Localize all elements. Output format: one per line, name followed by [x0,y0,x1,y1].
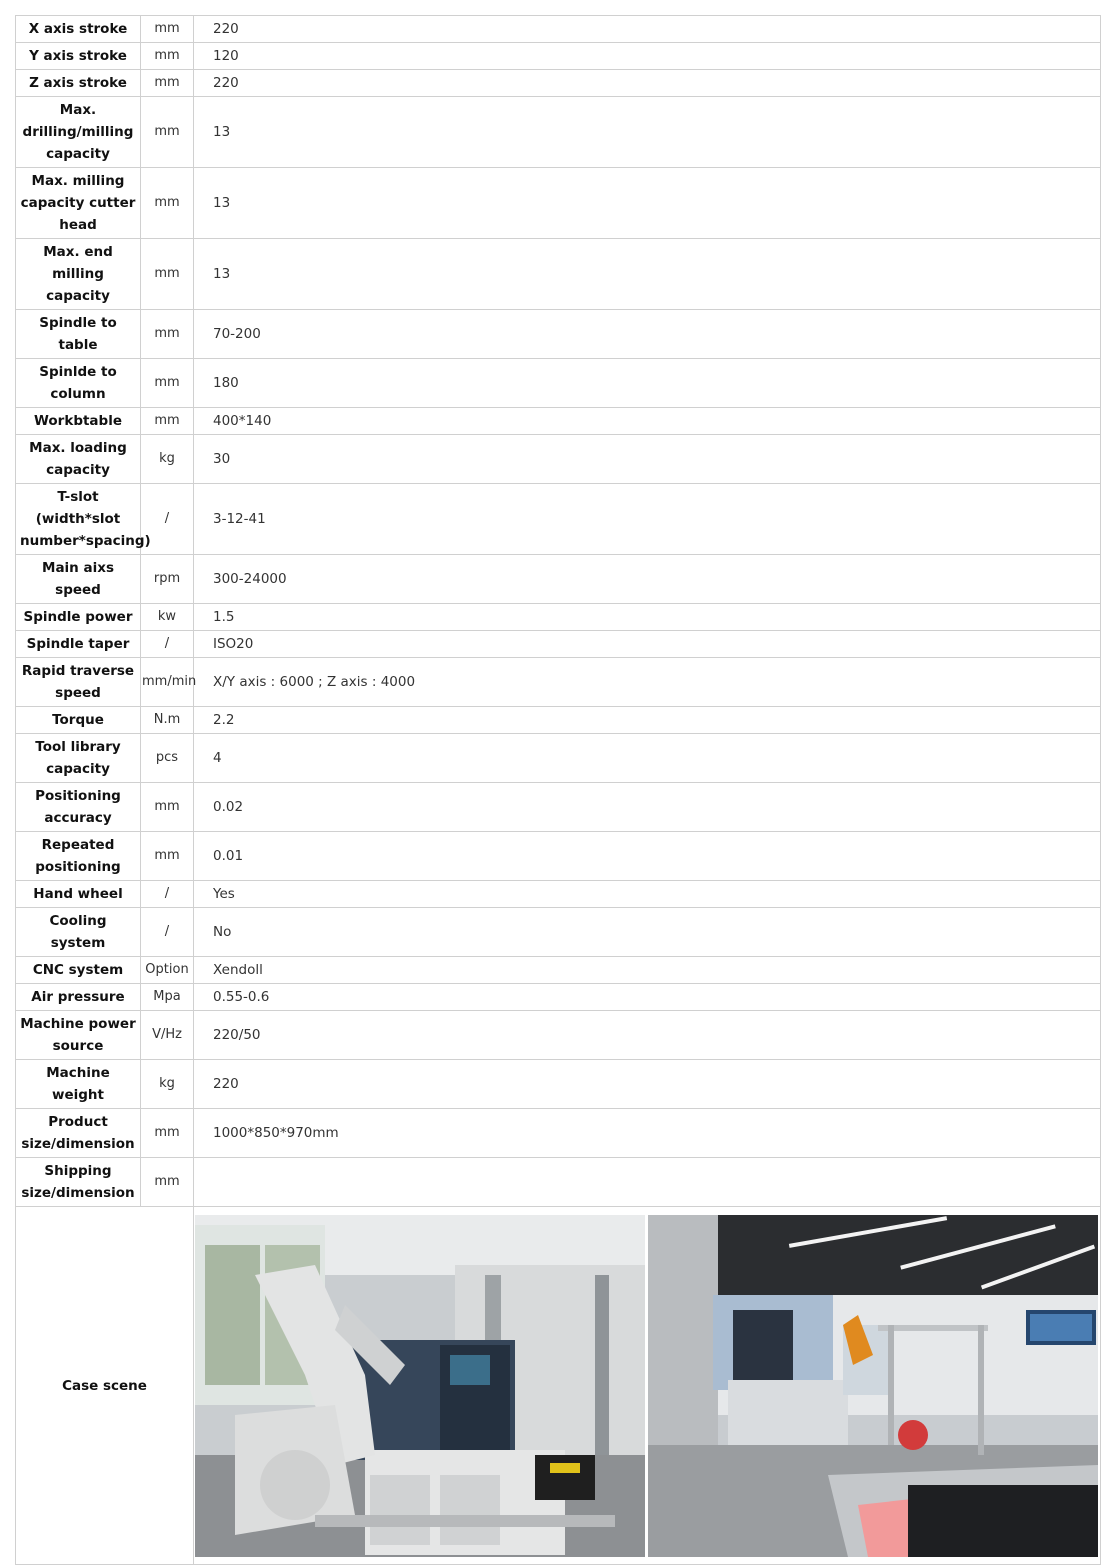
spec-row [16,832,1101,881]
spec-row [16,783,1101,832]
spec-row [16,1060,1101,1109]
spec-row [16,43,1101,70]
spec-unit: V/Hz [141,1011,194,1060]
spec-value: 30 [194,435,1101,484]
spec-unit: mm [141,43,194,70]
spec-value: 2.2 [194,707,1101,734]
spec-table-body [16,16,1101,1565]
spec-row [16,908,1101,957]
spec-unit: N.m [141,707,194,734]
spec-unit: / [141,484,194,555]
spec-param: Torque [16,707,141,734]
spec-unit: pcs [141,734,194,783]
spec-value: 1000*850*970mm [194,1109,1101,1158]
spec-value: 220/50 [194,1011,1101,1060]
spec-unit: Mpa [141,984,194,1011]
spec-row [16,658,1101,707]
spec-param: Main aixs speed [16,555,141,604]
spec-param: Workbtable [16,408,141,435]
spec-unit: mm [141,1109,194,1158]
spec-value: 220 [194,1060,1101,1109]
spec-unit: mm [141,408,194,435]
spec-unit: mm [141,97,194,168]
spec-row [16,408,1101,435]
spec-param: Tool library capacity [16,734,141,783]
spec-value: 3-12-41 [194,484,1101,555]
spec-unit: rpm [141,555,194,604]
spec-table [15,15,1101,1565]
spec-value: 1.5 [194,604,1101,631]
spec-param: CNC system [16,957,141,984]
spec-param: Max. drilling/milling capacity [16,97,141,168]
spec-row [16,435,1101,484]
spec-param: Positioning accuracy [16,783,141,832]
spec-value: 220 [194,16,1101,43]
spec-unit: / [141,908,194,957]
spec-param: Spindle taper [16,631,141,658]
spec-param: Air pressure [16,984,141,1011]
spec-value: X/Y axis : 6000 ; Z axis : 4000 [194,658,1101,707]
spec-row [16,70,1101,97]
spec-param: Repeated positioning [16,832,141,881]
spec-param: Cooling system [16,908,141,957]
spec-row [16,1109,1101,1158]
spec-row [16,168,1101,239]
spec-value: 0.01 [194,832,1101,881]
spec-param: Y axis stroke [16,43,141,70]
spec-unit: mm [141,1158,194,1207]
spec-param: Max. end milling capacity [16,239,141,310]
spec-row [16,1011,1101,1060]
case-scene-photos [194,1207,1101,1565]
spec-param: Hand wheel [16,881,141,908]
cnc-machine-lab-photo [648,1215,1098,1557]
spec-param: Machine weight [16,1060,141,1109]
spec-row [16,707,1101,734]
spec-row [16,359,1101,408]
spec-value: 13 [194,168,1101,239]
spec-unit: / [141,881,194,908]
spec-unit: mm [141,168,194,239]
spec-value: Xendoll [194,957,1101,984]
spec-unit: kw [141,604,194,631]
spec-unit: mm [141,16,194,43]
industrial-robot-cnc-photo [195,1215,645,1557]
spec-unit: mm [141,832,194,881]
spec-value: 13 [194,239,1101,310]
spec-row [16,957,1101,984]
spec-param: Spindle power [16,604,141,631]
spec-value: 300-24000 [194,555,1101,604]
spec-row [16,734,1101,783]
spec-unit: kg [141,1060,194,1109]
spec-value: 4 [194,734,1101,783]
spec-row [16,1158,1101,1207]
case-scene-label: Case scene [16,1207,194,1565]
spec-unit: mm [141,783,194,832]
spec-value: 400*140 [194,408,1101,435]
spec-value: 13 [194,97,1101,168]
spec-unit: / [141,631,194,658]
spec-value: 0.02 [194,783,1101,832]
spec-row [16,239,1101,310]
spec-param: X axis stroke [16,16,141,43]
spec-value: 220 [194,70,1101,97]
spec-unit: mm [141,310,194,359]
spec-param: T-slot (width*slot number*spacing) [16,484,141,555]
case-scene-row [16,1207,1101,1565]
spec-param: Product size/dimension [16,1109,141,1158]
spec-value: 70-200 [194,310,1101,359]
spec-unit: mm [141,359,194,408]
spec-param: Rapid traverse speed [16,658,141,707]
spec-row [16,16,1101,43]
spec-value: 180 [194,359,1101,408]
spec-value: No [194,908,1101,957]
spec-param: Z axis stroke [16,70,141,97]
spec-param: Spindle to table [16,310,141,359]
spec-value: 120 [194,43,1101,70]
spec-param: Shipping size/dimension [16,1158,141,1207]
spec-row [16,555,1101,604]
spec-value: ISO20 [194,631,1101,658]
spec-row [16,484,1101,555]
spec-unit: mm/min [141,658,194,707]
spec-param: Machine power source [16,1011,141,1060]
spec-unit: kg [141,435,194,484]
spec-row [16,881,1101,908]
spec-row [16,97,1101,168]
spec-unit: mm [141,239,194,310]
spec-unit: Option [141,957,194,984]
spec-param: Spinlde to column [16,359,141,408]
spec-value: 0.55-0.6 [194,984,1101,1011]
spec-row [16,604,1101,631]
spec-value: Yes [194,881,1101,908]
spec-row [16,310,1101,359]
spec-row [16,631,1101,658]
spec-param: Max. milling capacity cutter head [16,168,141,239]
spec-row [16,984,1101,1011]
spec-param: Max. loading capacity [16,435,141,484]
spec-value [194,1158,1101,1207]
spec-unit: mm [141,70,194,97]
